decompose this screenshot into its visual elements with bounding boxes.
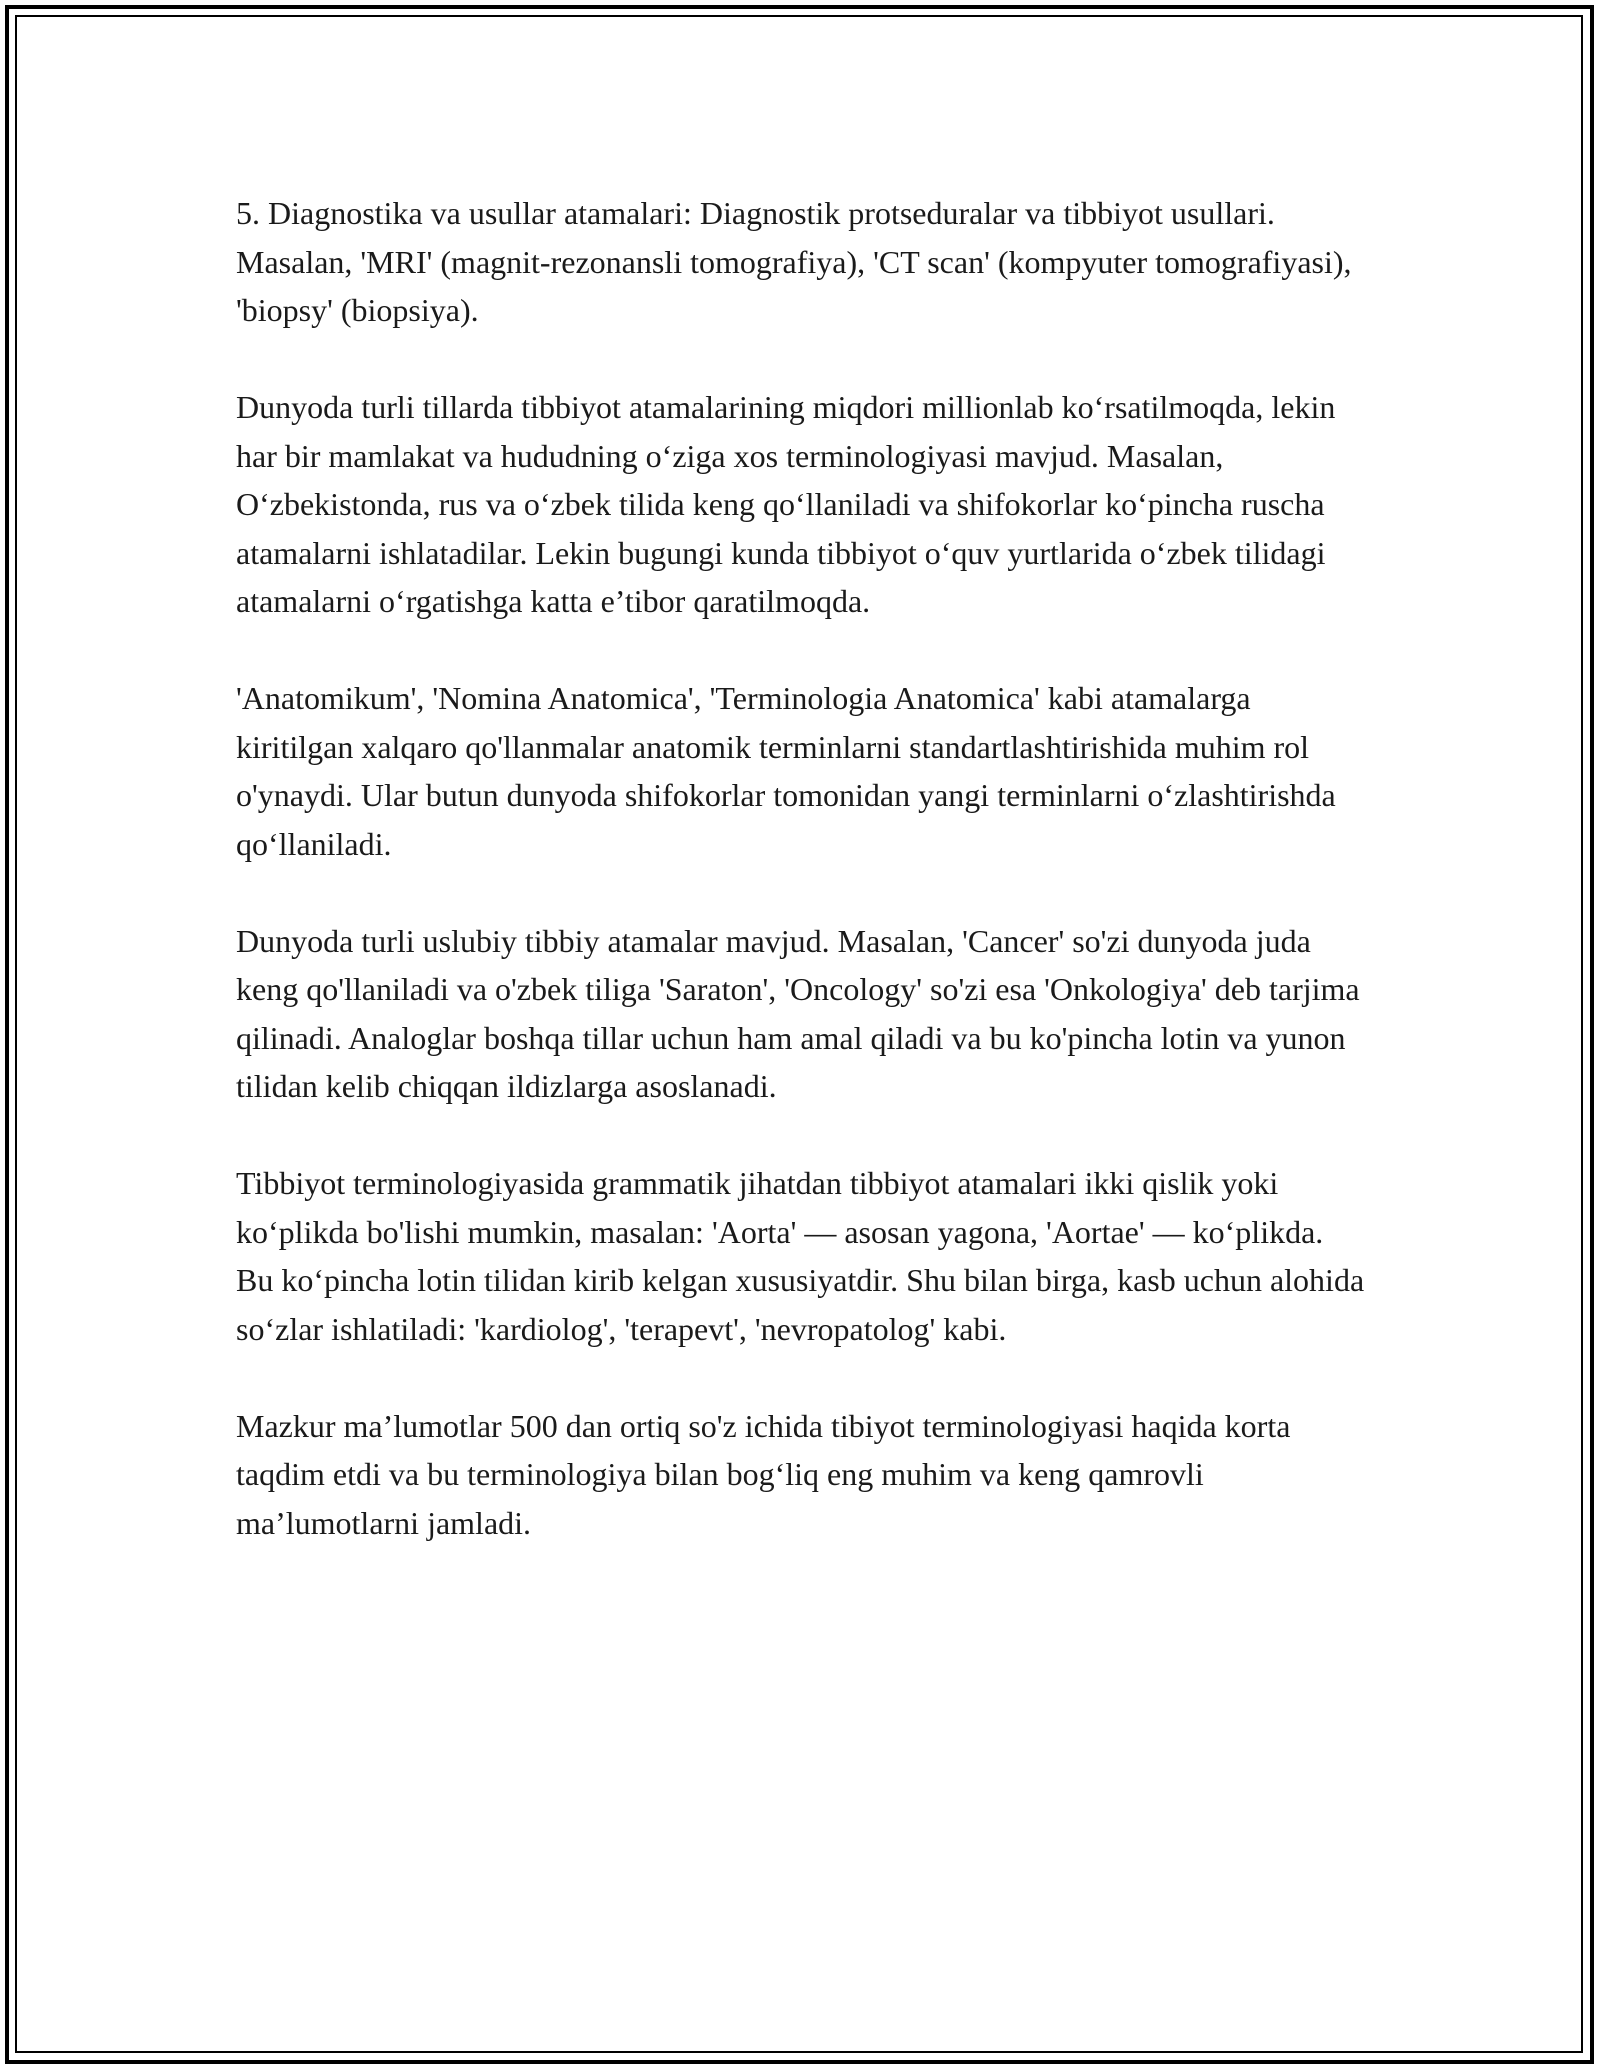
document-body (236, 189, 1366, 1596)
paragraph-translation-examples: Dunyoda turli uslubiy tibbiy atamalar mavjud. Masalan, 'Cancer' so'zi dunyoda juda keng qo'llaniladi va o'zbek tiliga 'Saraton', 'Oncology' so'zi esa 'Onkologiya' deb tarjima qilinadi. Analoglar boshqa tillar uchun ham amal qiladi va bu ko'pincha lotin va yunon tilidan kelib chiqqan ildizlarga asoslanadi. (236, 922, 1360, 1104)
paragraph-conclusion: Mazkur ma’lumotlar 500 dan ortiq so'z ichida tibiyot terminologiyasi haqida korta taqdim etdi va bu terminologiya bilan bog‘liq eng muhim va keng qamrovli ma’lumotlarni jamladi. (236, 1407, 1291, 1541)
paragraph-diagnostics: 5. Diagnostika va usullar atamalari: Diagnostik protseduralar va tibbiyot usullari. Masalan, 'MRI' (magnit-rezonansli tomografiya), 'CT scan' (kompyuter tomografiyasi), 'biopsy' (biopsiya). (236, 195, 1352, 328)
paragraph-world-terminology: Dunyoda turli tillarda tibbiyot atamalarining miqdori millionlab ko‘rsatilmoqda, lekin har bir mamlakat va hududning o‘ziga xos terminologiyasi mavjud. Masalan, O‘zbekistonda, rus va o‘zbek tilida keng qo‘llaniladi va shifokorlar ko‘pincha ruscha atamalarni ishlatadilar. Lekin bugungi kunda tibbiyot o‘quv yurtlarida o‘zbek tilidagi atamalarni o‘rgatishga katta e’tibor qaratilmoqda. (236, 389, 1336, 619)
paragraph-anatomical-nomenclature: 'Anatomikum', 'Nomina Anatomica', 'Terminologia Anatomica' kabi atamalarga kiritilgan xalqaro qo'llanmalar anatomik terminlarni standartlashtirishida muhim rol o'ynaydi. Ular butun dunyoda shifokorlar tomonidan yangi terminlarni o‘zlashtirishda qo‘llaniladi. (236, 680, 1336, 862)
paragraph-grammar: Tibbiyot terminologiyasida grammatik jihatdan tibbiyot atamalari ikki qislik yoki ko‘plikda bo'lishi mumkin, masalan: 'Aorta' — asosan yagona, 'Aortae' — ko‘plikda. Bu ko‘pincha lotin tilidan kirib kelgan xususiyatdir. Shu bilan birga, kasb uchun alohida so‘zlar ishlatiladi: 'kardiolog', 'terapevt', 'nevropatolog' kabi. (236, 1165, 1365, 1347)
